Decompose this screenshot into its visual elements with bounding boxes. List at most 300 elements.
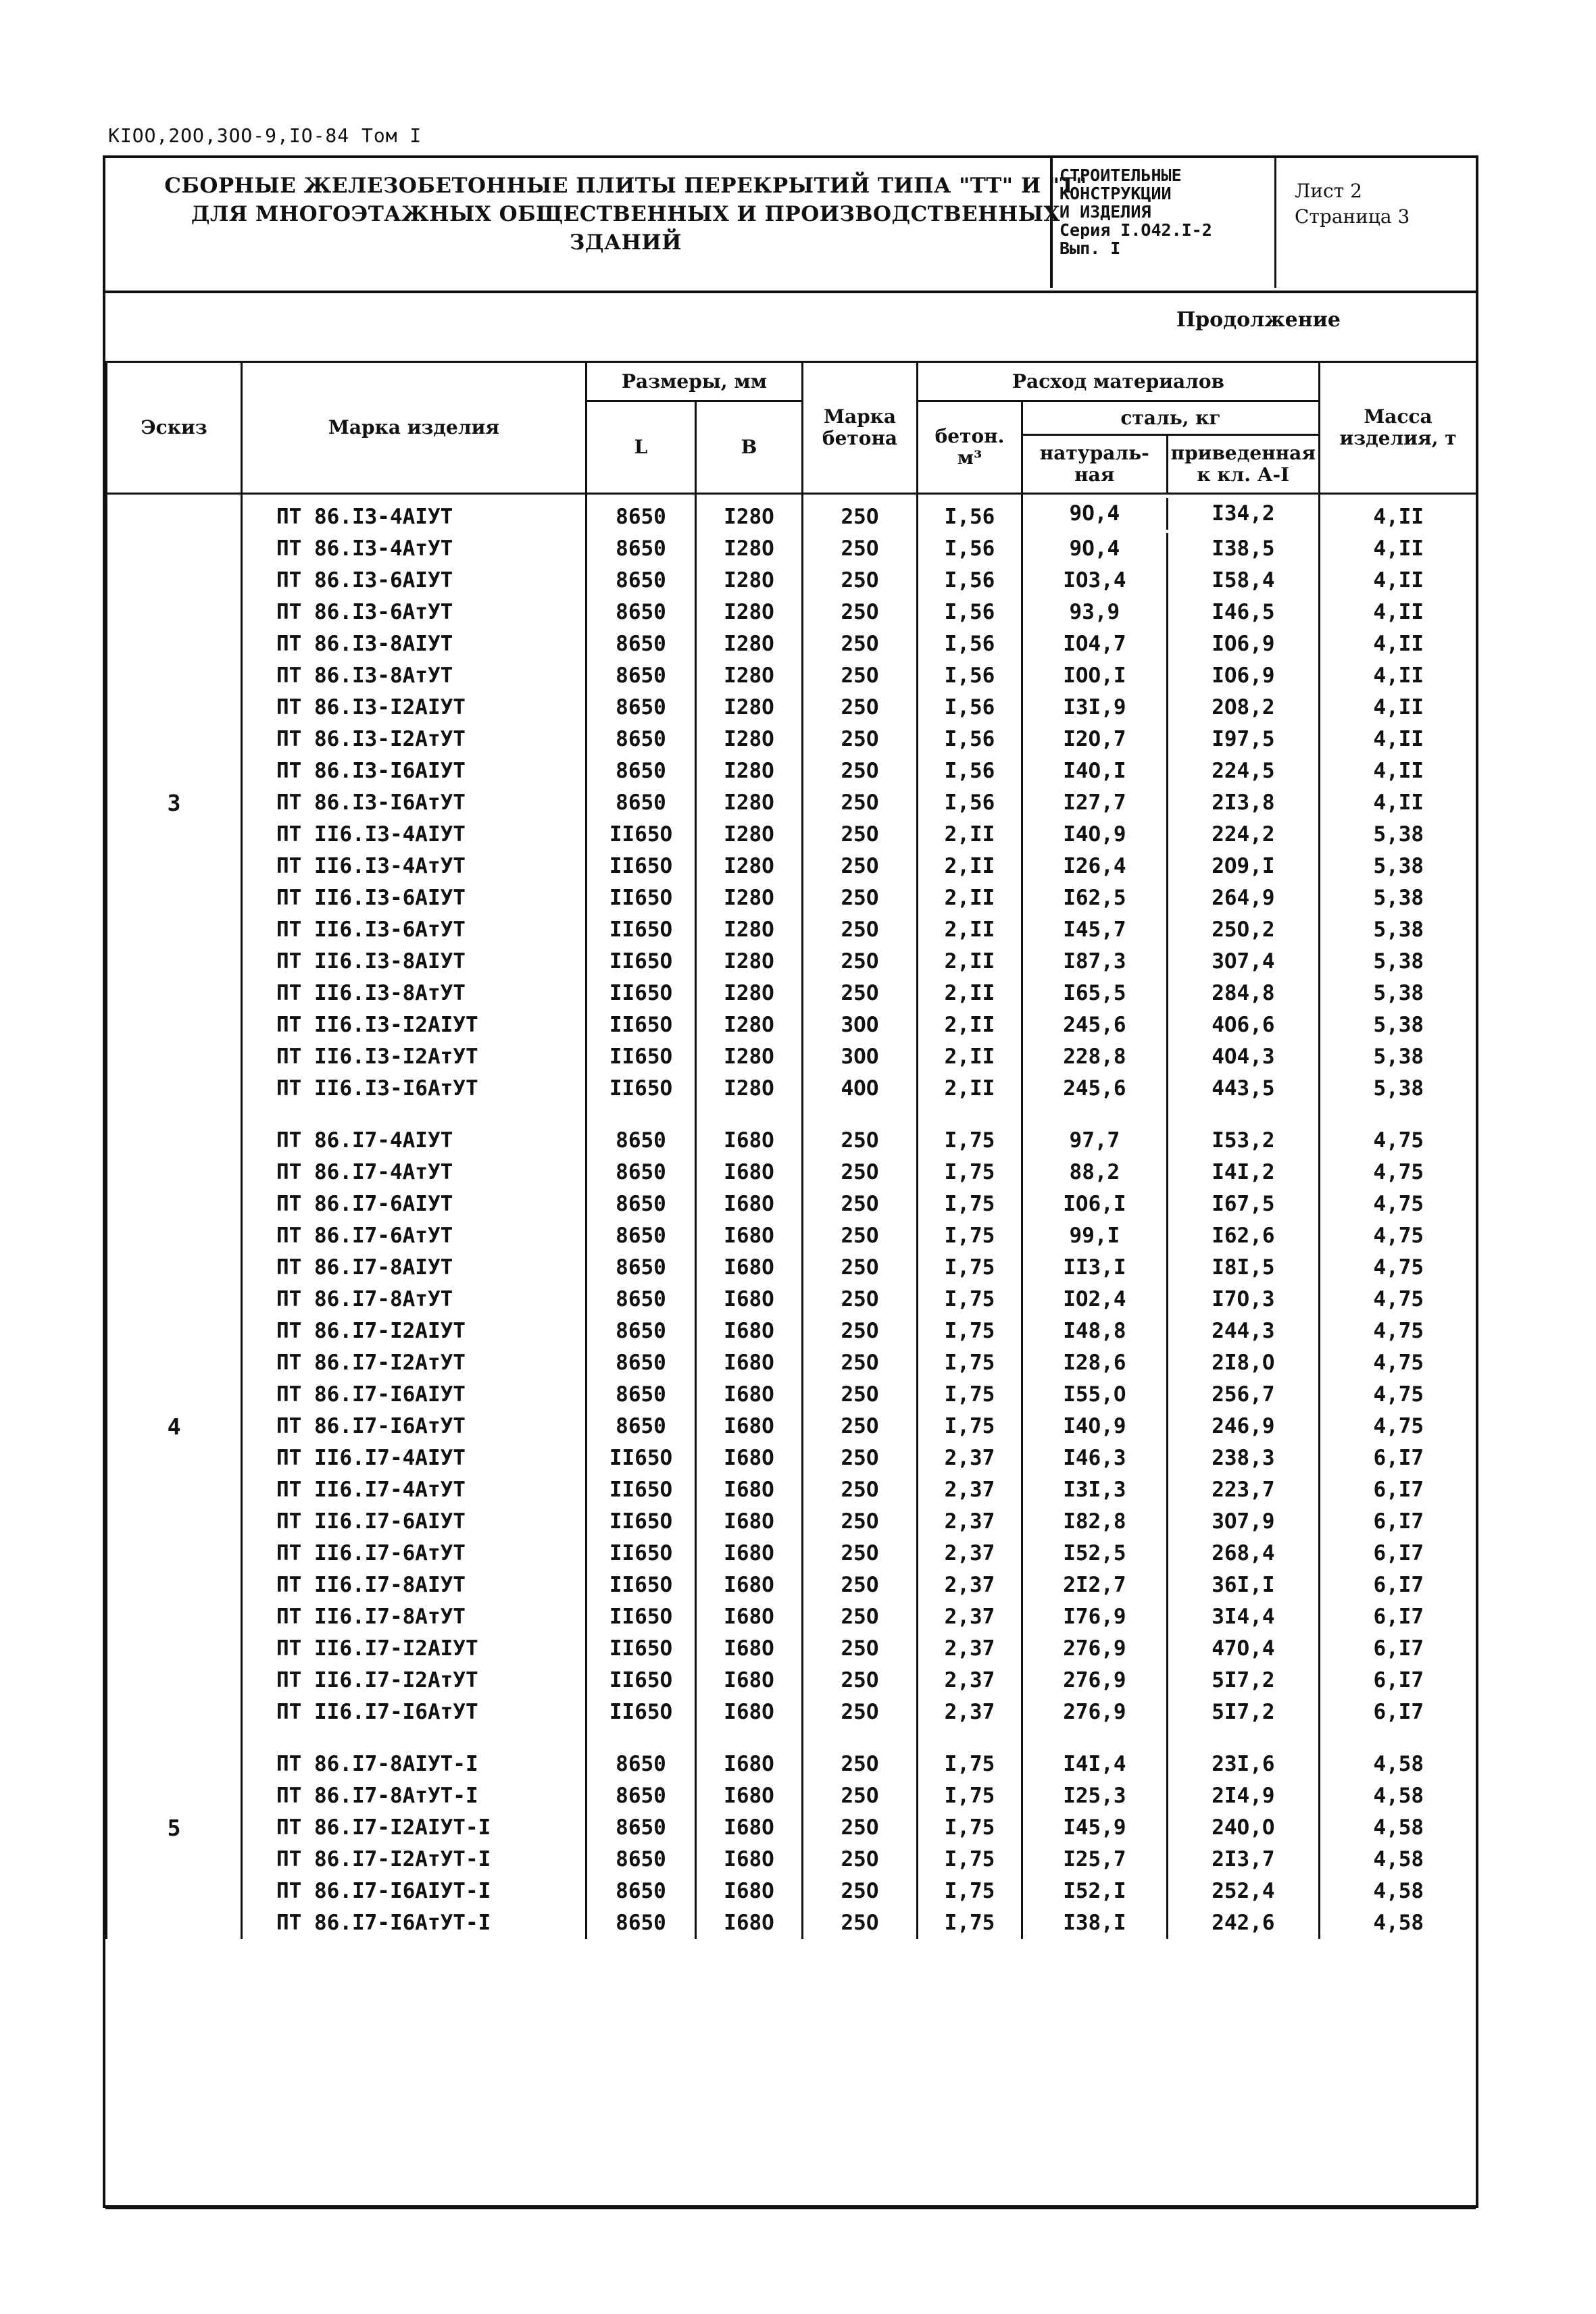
cell-l: ІІ65О: [587, 1665, 696, 1696]
cell-mark: ПТ 86.І3-І6АІУТ: [242, 755, 587, 787]
table-row: [107, 1633, 1477, 1665]
cell-mass: 6,І7: [1320, 1538, 1477, 1569]
cell-concrete: 2,ІІ: [918, 946, 1022, 978]
cell-b: І28О: [696, 978, 803, 1009]
cell-concrete: 2,ІІ: [918, 882, 1022, 914]
col-header-steel-sub: [1022, 435, 1320, 494]
cell-steel-natural: 276,9: [1023, 1696, 1168, 1728]
steel-pair: [1023, 1220, 1318, 1252]
cell-concrete: 2,37: [918, 1665, 1022, 1696]
cell-mark: ПТ ІІ6.І3-6АІУТ: [242, 882, 587, 914]
table-row: [107, 1379, 1477, 1411]
steel-pair: [1023, 1474, 1318, 1506]
cell-steel-natural: І45,9: [1023, 1812, 1168, 1844]
cell-l: 8650: [587, 1125, 696, 1157]
group-spacer: [107, 1105, 1477, 1125]
cell-steel-reduced: 25О,2: [1212, 917, 1275, 942]
table-row: [107, 1474, 1477, 1506]
cell-steel-natural: І87,3: [1023, 946, 1168, 978]
cell-l: 8650: [587, 1157, 696, 1188]
cell-b: І68О: [696, 1220, 803, 1252]
cell-l: ІІ65О: [587, 1569, 696, 1601]
cell-mass: 4,58: [1320, 1749, 1477, 1780]
cell-mark: ПТ ІІ6.І7-4АІУТ: [242, 1442, 587, 1474]
steel-pair: [1023, 882, 1318, 914]
cell-steel: [1022, 1696, 1320, 1728]
cell-sketch: [107, 692, 242, 724]
cell-steel-natural: І65,5: [1023, 978, 1168, 1009]
cell-mark: ПТ 86.І3-4АІУТ: [242, 494, 587, 534]
cell-b: І28О: [696, 755, 803, 787]
cell-concrete: 2,37: [918, 1506, 1022, 1538]
cell-mass: 5,38: [1320, 1073, 1477, 1105]
cell-mark: ПТ 86.І3-8АтУТ: [242, 660, 587, 692]
steel-pair: [1023, 565, 1318, 597]
table-row: [107, 1876, 1477, 1907]
cell-b: І68О: [696, 1474, 803, 1506]
steel-pair: [1023, 1125, 1318, 1157]
spacer-cell: [107, 1728, 242, 1749]
steel-pair: [1023, 1347, 1318, 1379]
cell-mass: 4,75: [1320, 1252, 1477, 1284]
cell-mass: 6,І7: [1320, 1506, 1477, 1538]
cell-sketch: [107, 851, 242, 882]
cell-steel-reduced: ІО6,9: [1212, 632, 1275, 656]
cell-concrete: І,75: [918, 1907, 1022, 1939]
cell-steel: [1022, 1665, 1320, 1696]
cell-steel: [1022, 1907, 1320, 1939]
cell-concrete: 2,37: [918, 1696, 1022, 1728]
cell-sketch: [107, 1073, 242, 1105]
cell-steel: [1022, 1601, 1320, 1633]
cell-sketch: [107, 565, 242, 597]
cell-steel-reduced: І38,5: [1212, 536, 1275, 561]
cell-grade: 25О: [803, 1347, 918, 1379]
cell-steel-reduced: 5І7,2: [1212, 1700, 1275, 1724]
series-block: [1059, 166, 1262, 257]
cell-steel-reduced: 244,3: [1212, 1319, 1275, 1343]
cell-mass: 4,75: [1320, 1188, 1477, 1220]
steel-pair: [1023, 1315, 1318, 1347]
cell-l: 8650: [587, 724, 696, 755]
cell-concrete: 2,37: [918, 1601, 1022, 1633]
cell-mass: 6,І7: [1320, 1474, 1477, 1506]
col-header-materials: Расход материалов: [918, 362, 1320, 401]
cell-steel: [1022, 724, 1320, 755]
cell-mark: ПТ ІІ6.І3-4АІУТ: [242, 819, 587, 851]
cell-grade: 25О: [803, 1633, 918, 1665]
cell-concrete: 2,ІІ: [918, 1009, 1022, 1041]
cell-grade: ЗОО: [803, 1009, 918, 1041]
cell-concrete: 2,ІІ: [918, 1073, 1022, 1105]
cell-concrete: І,75: [918, 1876, 1022, 1907]
cell-mass: 4,ІІ: [1320, 724, 1477, 755]
cell-grade: 25О: [803, 1220, 918, 1252]
cell-sketch: [107, 1474, 242, 1506]
cell-grade: 25О: [803, 882, 918, 914]
cell-steel: [1022, 1041, 1320, 1073]
cell-mass: 4,75: [1320, 1411, 1477, 1442]
cell-mark: ПТ ІІ6.І7-6АтУТ: [242, 1538, 587, 1569]
cell-b: І68О: [696, 1442, 803, 1474]
table-row: [107, 1188, 1477, 1220]
table-row: [107, 1569, 1477, 1601]
steel-pair: [1023, 660, 1318, 692]
cell-grade: 25О: [803, 946, 918, 978]
document-code: КІОО,2ОО,3ОО-9,ІО-84 Том І: [108, 124, 422, 147]
cell-steel-reduced: 268,4: [1212, 1541, 1275, 1565]
cell-steel-reduced: І62,6: [1212, 1224, 1275, 1248]
cell-steel-natural: І2О,7: [1023, 724, 1168, 755]
cell-concrete: І,56: [918, 755, 1022, 787]
table-row: [107, 1009, 1477, 1041]
cell-mark: ПТ 86.І3-8АІУТ: [242, 628, 587, 660]
cell-l: ІІ65О: [587, 819, 696, 851]
cell-steel-natural: 228,8: [1023, 1041, 1168, 1073]
cell-steel-reduced: 2І3,8: [1212, 790, 1275, 815]
cell-grade: 25О: [803, 597, 918, 628]
cell-sketch: [107, 1125, 242, 1157]
cell-l: 8650: [587, 628, 696, 660]
cell-concrete: І,56: [918, 494, 1022, 534]
cell-steel-reduced: 2І8,О: [1212, 1351, 1275, 1375]
cell-mark: ПТ 86.І7-6АтУТ: [242, 1220, 587, 1252]
cell-sketch: [107, 1876, 242, 1907]
cell-b: І28О: [696, 914, 803, 946]
cell-b: І68О: [696, 1379, 803, 1411]
cell-steel-reduced: 3О7,4: [1212, 949, 1275, 974]
cell-b: І28О: [696, 946, 803, 978]
cell-steel-reduced: 2О9,І: [1212, 854, 1275, 878]
cell-b: І68О: [696, 1569, 803, 1601]
table-row: [107, 1411, 1477, 1442]
steel-pair: [1023, 1157, 1318, 1188]
cell-steel-reduced: ІО6,9: [1212, 663, 1275, 688]
cell-l: 8650: [587, 1379, 696, 1411]
cell-l: 8650: [587, 533, 696, 565]
cell-b: І68О: [696, 1411, 803, 1442]
cell-sketch: [107, 1601, 242, 1633]
cell-l: ІІ65О: [587, 851, 696, 882]
table-row: [107, 1442, 1477, 1474]
cell-l: 8650: [587, 494, 696, 534]
cell-sketch: [107, 1907, 242, 1939]
cell-l: 8650: [587, 1347, 696, 1379]
cell-grade: 25О: [803, 978, 918, 1009]
cell-l: 8650: [587, 1315, 696, 1347]
spacer-cell: [696, 1105, 803, 1125]
cell-steel-reduced: І34,2: [1212, 501, 1275, 526]
cell-steel-natural: ІО2,4: [1023, 1284, 1168, 1315]
cell-concrete: І,75: [918, 1284, 1022, 1315]
cell-b: І28О: [696, 628, 803, 660]
cell-b: І28О: [696, 1009, 803, 1041]
cell-steel: [1022, 1009, 1320, 1041]
cell-mass: 4,75: [1320, 1220, 1477, 1252]
cell-b: І28О: [696, 494, 803, 534]
cell-l: 8650: [587, 1876, 696, 1907]
cell-grade: 25О: [803, 1379, 918, 1411]
cell-b: І28О: [696, 597, 803, 628]
table-row: [107, 819, 1477, 851]
cell-b: І28О: [696, 565, 803, 597]
cell-steel-natural: І38,І: [1023, 1907, 1168, 1939]
steel-pair: [1023, 1379, 1318, 1411]
cell-steel-reduced: 264,9: [1212, 886, 1275, 910]
cell-grade: 25О: [803, 1442, 918, 1474]
cell-mark: ПТ 86.І7-8АтУТ: [242, 1284, 587, 1315]
cell-l: ІІ65О: [587, 1073, 696, 1105]
cell-sketch: [107, 628, 242, 660]
cell-mark: ПТ 86.І3-4АтУТ: [242, 533, 587, 565]
cell-l: ІІ65О: [587, 1009, 696, 1041]
table-row: [107, 1665, 1477, 1696]
steel-pair: [1023, 1073, 1318, 1105]
steel-pair: [1023, 1844, 1318, 1876]
cell-mass: 5,38: [1320, 882, 1477, 914]
cell-mark: ПТ ІІ6.І3-8АІУТ: [242, 946, 587, 978]
cell-steel: [1022, 882, 1320, 914]
table-row: [107, 946, 1477, 978]
table-row: [107, 1506, 1477, 1538]
cell-steel-natural: І27,7: [1023, 787, 1168, 819]
cell-mass: 6,І7: [1320, 1633, 1477, 1665]
cell-sketch: [107, 1569, 242, 1601]
cell-mark: ПТ ІІ6.І3-8АтУТ: [242, 978, 587, 1009]
cell-steel-natural: І82,8: [1023, 1506, 1168, 1538]
steel-pair: [1023, 1284, 1318, 1315]
cell-steel: [1022, 1876, 1320, 1907]
cell-concrete: 2,ІІ: [918, 914, 1022, 946]
cell-grade: 25О: [803, 1188, 918, 1220]
cell-sketch: [107, 660, 242, 692]
cell-steel-natural: 9О,4: [1023, 498, 1168, 530]
table-row: [107, 978, 1477, 1009]
table-row: [107, 1315, 1477, 1347]
spacer-cell: [1320, 1728, 1477, 1749]
cell-grade: 25О: [803, 1696, 918, 1728]
cell-steel-natural: І25,7: [1023, 1844, 1168, 1876]
steel-pair: [1023, 787, 1318, 819]
cell-mark: ПТ 86.І3-6АтУТ: [242, 597, 587, 628]
cell-steel-natural: 245,6: [1023, 1009, 1168, 1041]
cell-mass: 4,58: [1320, 1907, 1477, 1939]
cell-grade: 25О: [803, 1665, 918, 1696]
steel-pair: [1023, 1665, 1318, 1696]
col-header-mark: Марка изделия: [242, 362, 587, 494]
spacer-cell: [696, 1728, 803, 1749]
col-header-mass: Масса изделия, т: [1320, 362, 1477, 494]
cell-concrete: 2,ІІ: [918, 1041, 1022, 1073]
cell-steel: [1022, 1474, 1320, 1506]
cell-mark: ПТ ІІ6.І7-І6АтУТ: [242, 1696, 587, 1728]
cell-steel-natural: І26,4: [1023, 851, 1168, 882]
cell-mass: 4,ІІ: [1320, 628, 1477, 660]
cell-l: ІІ65О: [587, 1696, 696, 1728]
table-row: [107, 533, 1477, 565]
cell-sketch: [107, 1749, 242, 1780]
cell-concrete: 2,ІІ: [918, 851, 1022, 882]
cell-grade: 25О: [803, 851, 918, 882]
cell-mark: ПТ 86.І7-І6АІУТ: [242, 1379, 587, 1411]
cell-mass: 4,75: [1320, 1284, 1477, 1315]
table-row: [107, 1041, 1477, 1073]
cell-mass: 5,38: [1320, 819, 1477, 851]
cell-steel-natural: І4О,9: [1023, 819, 1168, 851]
cell-steel-natural: 2І2,7: [1023, 1569, 1168, 1601]
cell-grade: 25О: [803, 1157, 918, 1188]
steel-pair: [1023, 755, 1318, 787]
spacer-cell: [918, 1105, 1022, 1125]
cell-steel-reduced: 238,3: [1212, 1446, 1275, 1470]
cell-mass: 5,38: [1320, 1041, 1477, 1073]
cell-concrete: 2,37: [918, 1569, 1022, 1601]
series-line: Вып. І: [1059, 238, 1121, 258]
cell-mass: 4,ІІ: [1320, 494, 1477, 534]
cell-steel: [1022, 1220, 1320, 1252]
cell-steel: [1022, 1442, 1320, 1474]
cell-concrete: І,75: [918, 1379, 1022, 1411]
cell-b: І68О: [696, 1844, 803, 1876]
cell-steel: [1022, 628, 1320, 660]
page-label: Страница 3: [1295, 205, 1410, 228]
cell-grade: 25О: [803, 1411, 918, 1442]
col-header-l: L: [587, 401, 696, 494]
cell-grade: 25О: [803, 1474, 918, 1506]
cell-l: 8650: [587, 565, 696, 597]
cell-grade: 25О: [803, 494, 918, 534]
table-row: [107, 565, 1477, 597]
cell-steel-natural: І76,9: [1023, 1601, 1168, 1633]
cell-steel-reduced: 242,6: [1212, 1911, 1275, 1935]
cell-concrete: 2,ІІ: [918, 819, 1022, 851]
cell-b: І68О: [696, 1696, 803, 1728]
cell-steel-reduced: 284,8: [1212, 981, 1275, 1005]
cell-concrete: І,56: [918, 565, 1022, 597]
cell-b: І28О: [696, 882, 803, 914]
cell-steel: [1022, 1506, 1320, 1538]
cell-l: 8650: [587, 692, 696, 724]
cell-sketch: [107, 1379, 242, 1411]
sheet-info: [1295, 178, 1470, 230]
spacer-cell: [242, 1105, 587, 1125]
col-header-steel-natural: натураль- ная: [1023, 436, 1168, 493]
cell-l: 8650: [587, 660, 696, 692]
cell-steel: [1022, 1538, 1320, 1569]
series-line: СТРОИТЕЛЬНЫЕ: [1059, 166, 1182, 185]
cell-steel: [1022, 692, 1320, 724]
cell-l: ІІ65О: [587, 978, 696, 1009]
cell-grade: 25О: [803, 1907, 918, 1939]
cell-mark: ПТ 86.І7-8АтУТ-І: [242, 1780, 587, 1812]
continuation-label: Продолжение: [1176, 308, 1341, 332]
cell-l: 8650: [587, 1844, 696, 1876]
cell-steel-reduced: 4О6,6: [1212, 1013, 1275, 1037]
table-row: [107, 914, 1477, 946]
steel-pair: [1023, 914, 1318, 946]
cell-steel-natural: 245,6: [1023, 1073, 1168, 1105]
cell-steel-natural: І28,6: [1023, 1347, 1168, 1379]
cell-mark: ПТ ІІ6.І3-І2АІУТ: [242, 1009, 587, 1041]
cell-sketch: 5: [107, 1812, 242, 1844]
table-row: [107, 1125, 1477, 1157]
cell-steel-natural: І52,5: [1023, 1538, 1168, 1569]
cell-steel-reduced: 246,9: [1212, 1414, 1275, 1438]
cell-concrete: І,56: [918, 787, 1022, 819]
cell-steel: [1022, 1780, 1320, 1812]
steel-pair: [1023, 1780, 1318, 1812]
cell-steel-natural: І4О,9: [1023, 1411, 1168, 1442]
cell-steel: [1022, 1411, 1320, 1442]
cell-grade: 25О: [803, 1506, 918, 1538]
cell-steel-natural: 9О,4: [1023, 533, 1168, 565]
cell-steel: [1022, 787, 1320, 819]
steel-pair: [1023, 1105, 1318, 1125]
table-row: [107, 1907, 1477, 1939]
cell-l: 8650: [587, 787, 696, 819]
cell-mark: ПТ 86.І7-8АІУТ-І: [242, 1749, 587, 1780]
col-header-sketch: Эскиз: [107, 362, 242, 494]
cell-sketch: [107, 914, 242, 946]
group-spacer: [107, 1728, 1477, 1749]
cell-steel-natural: 97,7: [1023, 1125, 1168, 1157]
spacer-cell: [918, 1728, 1022, 1749]
cell-l: ІІ65О: [587, 882, 696, 914]
cell-steel-natural: ІО4,7: [1023, 628, 1168, 660]
cell-concrete: І,75: [918, 1411, 1022, 1442]
cell-concrete: І,56: [918, 724, 1022, 755]
cell-grade: 25О: [803, 660, 918, 692]
cell-b: І68О: [696, 1125, 803, 1157]
cell-mass: 4,75: [1320, 1125, 1477, 1157]
spacer-cell: [1320, 1105, 1477, 1125]
cell-l: ІІ65О: [587, 1474, 696, 1506]
spacer-cell: [803, 1105, 918, 1125]
table-row: [107, 755, 1477, 787]
cell-concrete: І,75: [918, 1125, 1022, 1157]
cell-mass: 4,ІІ: [1320, 755, 1477, 787]
cell-l: ІІ65О: [587, 914, 696, 946]
cell-concrete: І,56: [918, 597, 1022, 628]
cell-l: ІІ65О: [587, 946, 696, 978]
col-header-steel: сталь, кг: [1022, 401, 1320, 435]
cell-mass: 5,38: [1320, 851, 1477, 882]
cell-concrete: 2,37: [918, 1538, 1022, 1569]
cell-steel-natural: ІО6,І: [1023, 1188, 1168, 1220]
title-divider: [1050, 158, 1053, 288]
cell-steel-reduced: 252,4: [1212, 1879, 1275, 1903]
cell-mass: 4,75: [1320, 1379, 1477, 1411]
cell-grade: 25О: [803, 628, 918, 660]
cell-b: І28О: [696, 787, 803, 819]
cell-mark: ПТ 86.І7-І2АІУТ-І: [242, 1812, 587, 1844]
cell-steel-reduced: І97,5: [1212, 727, 1275, 751]
cell-grade: 4ОО: [803, 1073, 918, 1105]
table-body: [107, 494, 1477, 1940]
cell-b: І68О: [696, 1506, 803, 1538]
cell-steel-natural: ІІ3,І: [1023, 1252, 1168, 1284]
cell-sketch: [107, 597, 242, 628]
table-row: [107, 1347, 1477, 1379]
cell-steel-natural: І4О,І: [1023, 755, 1168, 787]
cell-mark: ПТ 86.І7-І2АтУТ-І: [242, 1844, 587, 1876]
cell-l: 8650: [587, 1411, 696, 1442]
cell-mass: 4,58: [1320, 1780, 1477, 1812]
steel-pair: [1023, 1041, 1318, 1073]
cell-steel: [1022, 819, 1320, 851]
cell-mass: 4,75: [1320, 1315, 1477, 1347]
cell-concrete: І,56: [918, 660, 1022, 692]
